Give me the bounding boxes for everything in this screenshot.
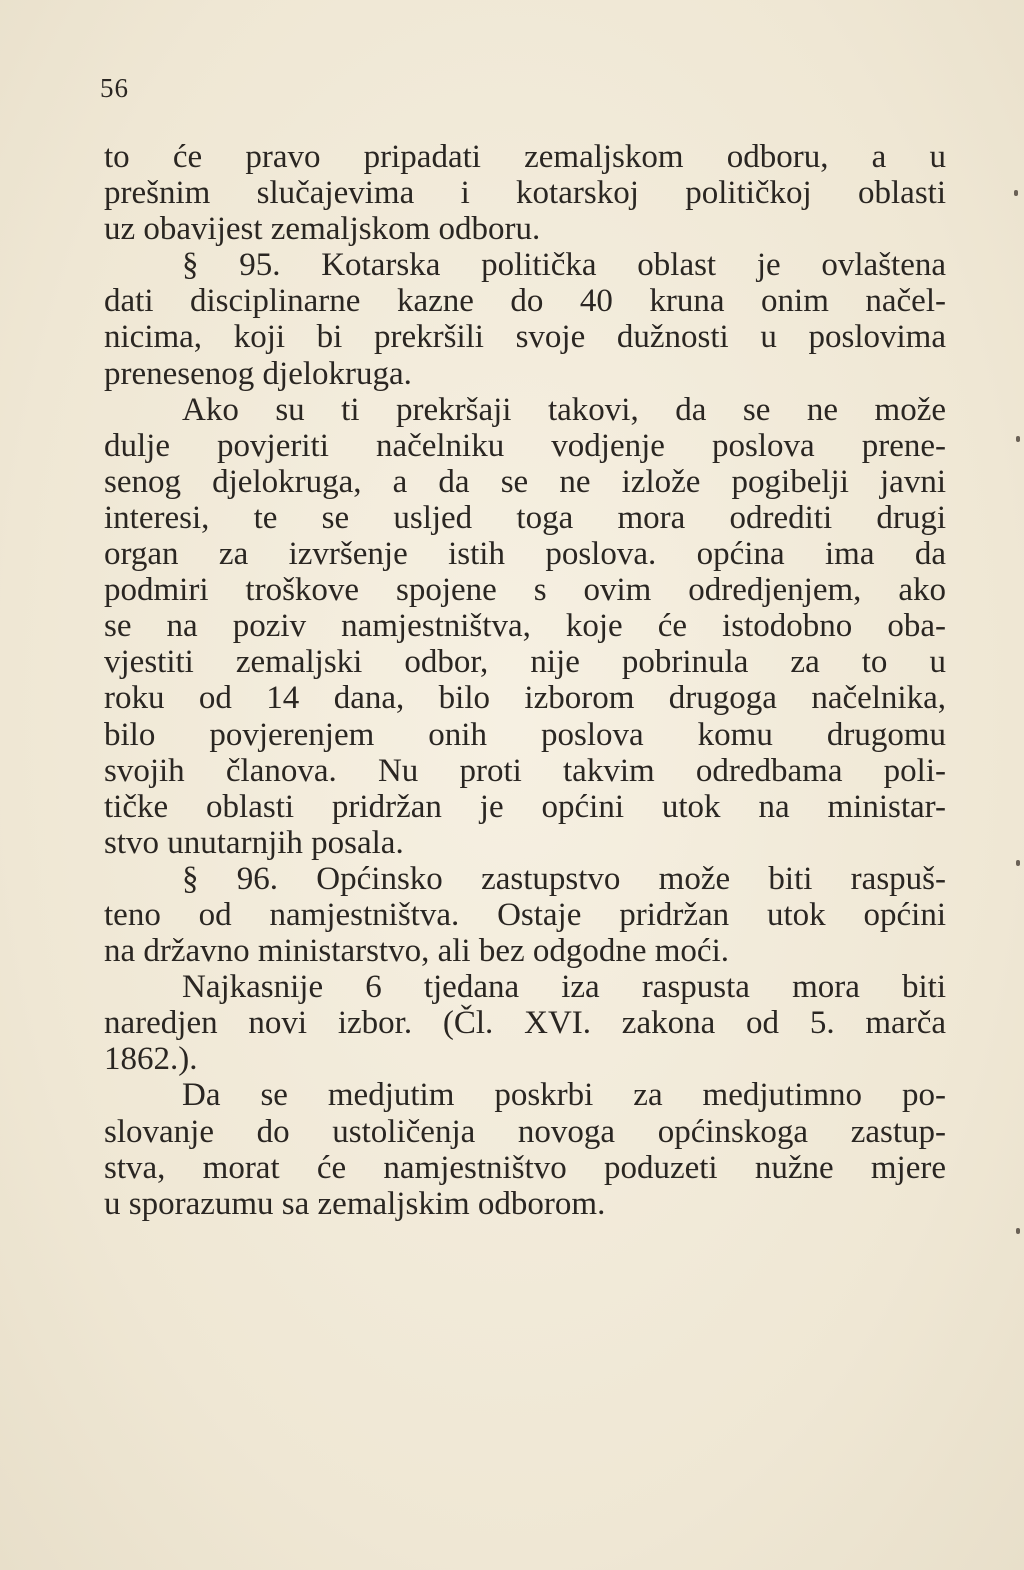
text-line: dati disciplinarne kazne do 40 kruna onim načel- <box>104 283 946 320</box>
text-line: senog djelokruga, a da se ne izlože pogibelji javni <box>104 463 946 500</box>
body-text <box>104 139 946 1222</box>
text-line: 1862.). <box>104 1041 198 1078</box>
text-line: prešnim slučajevima i kotarskoj političkoj oblasti <box>104 175 946 212</box>
text-line: podmiri troškove spojene s ovim odredjenjem, ako <box>104 572 946 609</box>
text-line: slovanje do ustoličenja novoga općinskoga zastup- <box>104 1113 946 1150</box>
paragraph-start: Najkasnije 6 tjedana iza raspusta mora biti <box>182 969 946 1006</box>
margin-mark <box>1016 436 1020 442</box>
text-line: roku od 14 dana, bilo izborom drugoga načelnika, <box>104 680 946 717</box>
margin-mark <box>1016 1228 1020 1234</box>
text-line: u sporazumu sa zemaljskim odborom. <box>104 1185 606 1222</box>
text-line: na državno ministarstvo, ali bez odgodne moći. <box>104 933 730 970</box>
paragraph-start: Ako su ti prekršaji takovi, da se ne može <box>182 391 946 428</box>
text-line: teno od namjestništva. Ostaje pridržan utok općini <box>104 896 946 933</box>
text-line: to će pravo pripadati zemaljskom odboru, a u <box>104 139 946 175</box>
paragraph-95-start: § 95. Kotarska politička oblast je ovlaštena <box>182 247 946 284</box>
text-line: svojih članova. Nu proti takvim odredbama poli- <box>104 752 946 789</box>
text-line: bilo povjerenjem onih poslova komu drugomu <box>104 716 946 753</box>
margin-mark <box>1014 190 1018 196</box>
text-line: nicima, koji bi prekršili svoje dužnosti u poslovima <box>104 319 946 356</box>
margin-mark <box>1016 860 1020 866</box>
paragraph-96-start: § 96. Općinsko zastupstvo može biti raspuš- <box>182 860 946 897</box>
text-line: tičke oblasti pridržan je općini utok na ministar- <box>104 788 946 825</box>
text-line: dulje povjeriti načelniku vodjenje poslova prene- <box>104 427 946 464</box>
text-line: prenesenog djelokruga. <box>104 355 412 392</box>
page-number: 56 <box>100 73 129 103</box>
text-line: stva, morat će namjestništvo poduzeti nužne mjere <box>104 1149 946 1186</box>
text-line: organ za izvršenje istih poslova. općina ima da <box>104 536 946 573</box>
paragraph-start: Da se medjutim poskrbi za medjutimno po- <box>182 1077 946 1114</box>
text-line: se na poziv namjestništva, koje će istodobno oba- <box>104 608 946 645</box>
text-line: interesi, te se usljed toga mora odrediti drugi <box>104 499 946 536</box>
text-line: stvo unutarnjih posala. <box>104 824 404 861</box>
text-line: vjestiti zemaljski odbor, nije pobrinula za to u <box>104 644 946 681</box>
text-line: naredjen novi izbor. (Čl. XVI. zakona od 5. marča <box>104 1005 946 1042</box>
text-line: uz obavijest zemaljskom odboru. <box>104 211 541 248</box>
